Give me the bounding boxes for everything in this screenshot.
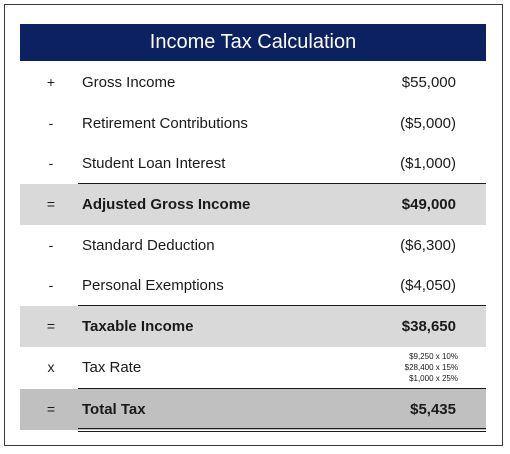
row-label: Personal Exemptions	[82, 277, 224, 294]
operator-symbol: x	[47, 359, 55, 375]
row-personal-exemptions	[20, 265, 486, 306]
row-label: Retirement Contributions	[82, 115, 248, 132]
row-label: Taxable Income	[82, 318, 194, 335]
row-adjusted-gross-income	[20, 184, 486, 225]
total-double-rule-bottom	[78, 431, 486, 432]
row-label: Standard Deduction	[82, 237, 215, 254]
row-label: Student Loan Interest	[82, 155, 226, 172]
row-amount: $55,000	[401, 74, 456, 91]
operator-symbol: =	[46, 318, 56, 334]
row-label: Adjusted Gross Income	[82, 196, 251, 213]
row-retirement-contributions	[20, 103, 486, 144]
row-gross-income	[20, 62, 486, 103]
row-taxable-income	[20, 306, 486, 347]
row-amount: ($1,000)	[400, 155, 456, 172]
operator-symbol: +	[46, 74, 56, 90]
operator-symbol: -	[48, 115, 54, 131]
row-label: Tax Rate	[82, 359, 142, 376]
row-amount: $49,000	[401, 196, 456, 213]
row-amount: ($5,000)	[400, 115, 456, 132]
row-amount: ($6,300)	[400, 237, 456, 254]
row-student-loan-interest	[20, 143, 486, 184]
row-amount: ($4,050)	[400, 277, 456, 294]
operator-symbol: -	[48, 277, 54, 293]
calculation-title: Income Tax Calculation	[20, 24, 486, 61]
tax-bracket-breakdown	[405, 351, 458, 384]
tax-bracket-line: $9,250 x 10%	[409, 352, 458, 361]
row-amount: $38,650	[401, 318, 456, 335]
row-tax-rate	[20, 347, 486, 388]
row-label: Total Tax	[82, 401, 146, 418]
operator-symbol: -	[48, 155, 54, 171]
row-label: Gross Income	[82, 74, 176, 91]
total-double-rule-top	[78, 428, 486, 429]
row-standard-deduction	[20, 225, 486, 266]
tax-bracket-line: $1,000 x 25%	[409, 374, 458, 383]
operator-symbol: =	[46, 196, 56, 212]
tax-bracket-line: $28,400 x 15%	[404, 363, 458, 372]
row-amount: $5,435	[410, 401, 456, 418]
operator-symbol: =	[46, 401, 56, 417]
row-total-tax	[20, 389, 486, 430]
operator-symbol: -	[48, 237, 54, 253]
